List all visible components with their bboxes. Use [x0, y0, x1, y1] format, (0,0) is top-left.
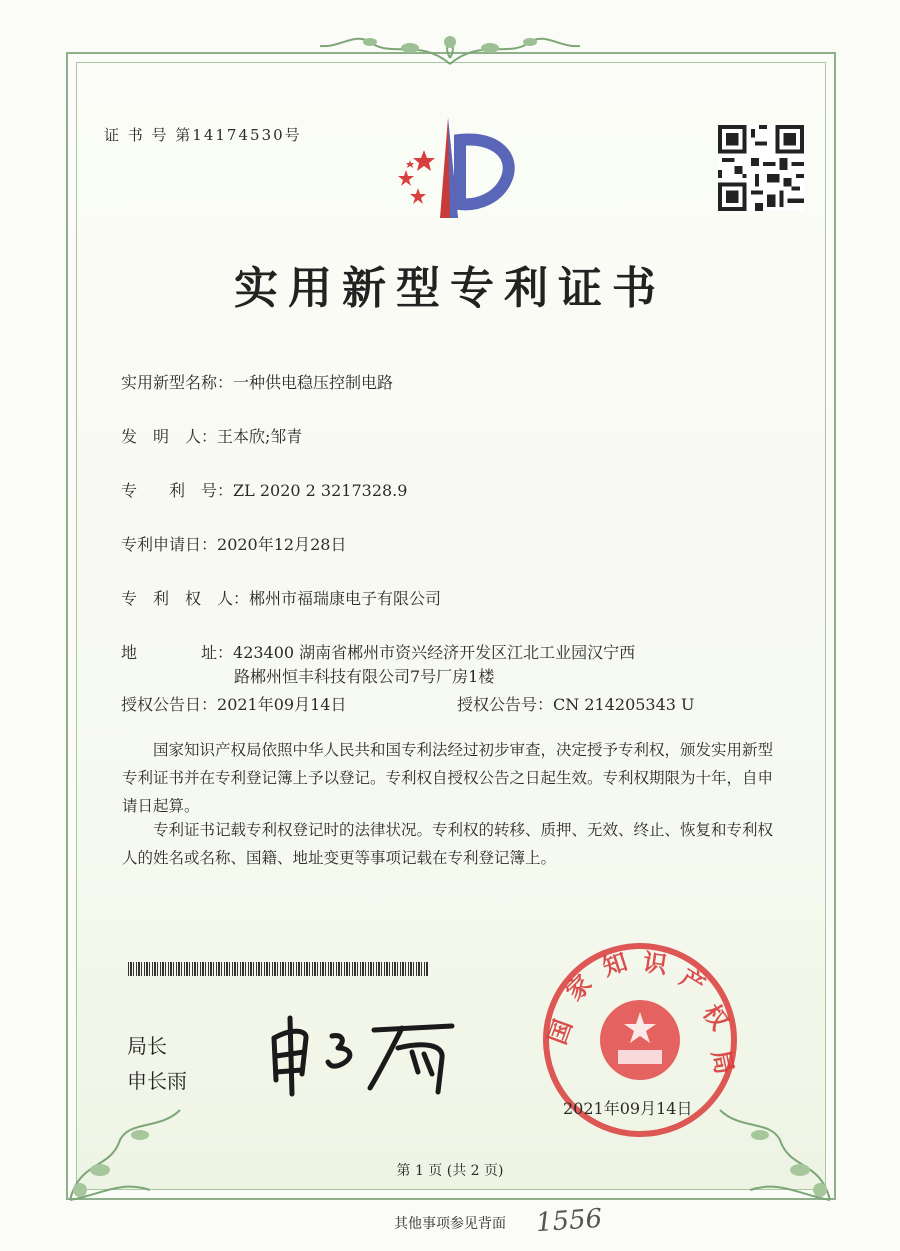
- certificate-title: 实用新型专利证书: [234, 263, 666, 314]
- handwritten-number: 1556: [535, 1203, 604, 1239]
- field-value: 王本欣;邹青: [217, 427, 303, 446]
- svg-text:家: 家: [560, 969, 598, 1007]
- field-value: 2021年09月14日: [217, 695, 347, 714]
- field-inventor: [121, 424, 302, 447]
- signatory-title: 局长: [127, 1034, 167, 1058]
- svg-text:局: 局: [706, 1047, 739, 1077]
- field-label: 专利申请日：: [121, 535, 218, 554]
- svg-text:权: 权: [697, 999, 734, 1036]
- field-value: 一种供电稳压控制电路: [233, 373, 394, 392]
- body-paragraph-2: 专利证书记载专利权登记时的法律状况。专利权的转移、质押、无效、终止、恢复和专利权人的姓名或名称、国籍、地址变更等事项记载在专利登记簿上。: [122, 821, 774, 867]
- svg-text:国: 国: [543, 1015, 578, 1049]
- field-value: 郴州市福瑞康电子有限公司: [249, 589, 442, 608]
- certificate-number: 证 书 号 第14174530号: [104, 126, 302, 144]
- top-ornament: [300, 28, 600, 68]
- body-paragraph-1: 国家知识产权局依照中华人民共和国专利法经过初步审查，决定授予专利权，颁发实用新型专利证书并在专利登记簿上予以登记。专利权自授权公告之日起生效。专利权期限为十年，自申请日起算。: [122, 741, 774, 815]
- field-label: 专 利 权 人：: [121, 589, 250, 608]
- field-patent-number: [121, 478, 407, 501]
- page-indicator: 第 1 页 (共 2 页): [396, 1163, 504, 1179]
- field-label: 发 明 人：: [121, 427, 218, 446]
- field-address: [121, 640, 635, 663]
- field-filing-date: [121, 532, 346, 555]
- qr-code-icon: [718, 125, 804, 211]
- barcode: [128, 962, 428, 976]
- signatory-name: 申长雨: [127, 1069, 187, 1093]
- svg-text:知: 知: [599, 947, 631, 982]
- field-patentee: [121, 586, 441, 609]
- field-label: 专 利 号：: [121, 481, 234, 500]
- field-label: 授权公告号：: [457, 695, 554, 714]
- field-label: 地 址：: [121, 643, 234, 662]
- seal-date: 2021年09月14日: [563, 1099, 693, 1118]
- field-utility-model-name: [121, 370, 393, 393]
- field-value: CN 214205343 U: [553, 695, 695, 714]
- field-value: ZL 2020 2 3217328.9: [233, 481, 408, 500]
- cnipa-logo-icon: [388, 118, 523, 223]
- field-value: 2020年12月28日: [217, 535, 347, 554]
- field-label: 实用新型名称：: [121, 373, 234, 392]
- field-value: 423400 湖南省郴州市资兴经济开发区江北工业园汉宁西: [233, 643, 636, 662]
- svg-text:识: 识: [641, 948, 669, 980]
- field-grant-date: [121, 692, 346, 715]
- field-label: 授权公告日：: [121, 695, 218, 714]
- handwritten-signature: [262, 1008, 462, 1098]
- svg-text:产: 产: [674, 963, 711, 1000]
- field-address-line2: 路郴州恒丰科技有限公司7号厂房1楼: [234, 667, 495, 686]
- bottom-left-ornament: [60, 1100, 200, 1210]
- back-note: 其他事项参见背面: [394, 1216, 506, 1232]
- field-grant-number: [457, 692, 695, 715]
